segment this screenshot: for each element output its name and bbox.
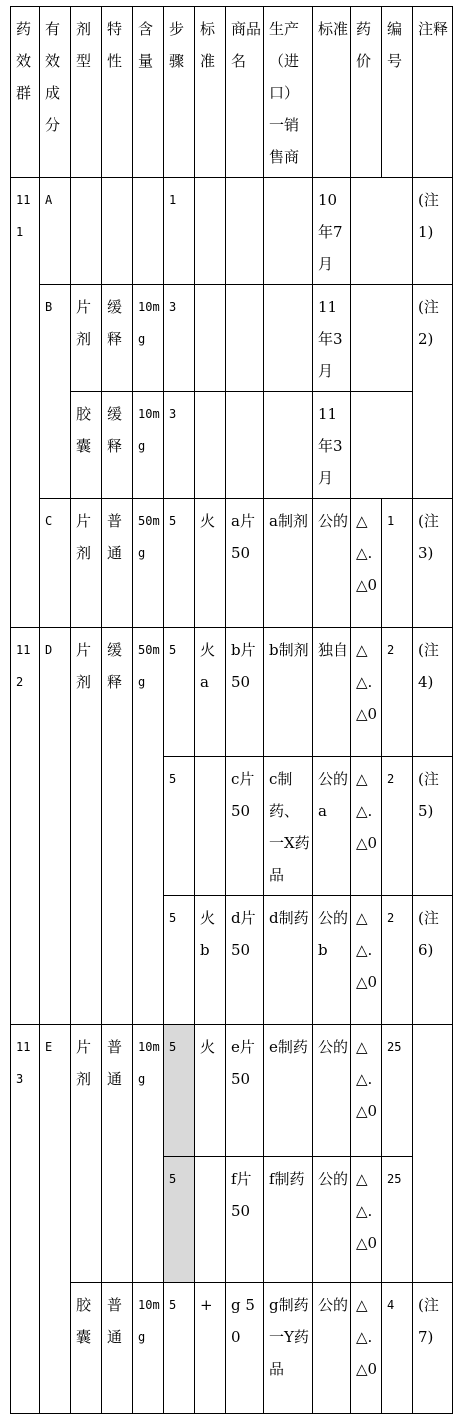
standard-cell: 火b [195, 896, 226, 1025]
property-cell: 缓释 [102, 285, 133, 392]
maker-cell: d制药 [264, 896, 313, 1025]
price-cell [351, 392, 382, 499]
content-cell: 10mg [133, 285, 164, 392]
note-cell: (注1) [413, 178, 453, 285]
step-cell: 5 [164, 628, 195, 757]
header-cell: 含量 [133, 7, 164, 178]
header-cell: 药价 [351, 7, 382, 178]
price-cell: △△.△0 [351, 1157, 382, 1283]
form-cell: 片剂 [71, 628, 102, 1025]
price-cell: △△.△0 [351, 1283, 382, 1414]
form-cell: 胶囊 [71, 1283, 102, 1414]
standard2-cell: 公的 [313, 499, 351, 628]
maker-cell [264, 178, 313, 285]
code-cell [382, 392, 413, 499]
step-cell: 5 [164, 757, 195, 896]
note-cell: (注2) [413, 285, 453, 499]
header-cell: 编号 [382, 7, 413, 178]
maker-cell: e制药 [264, 1025, 313, 1157]
step-cell: 5 [164, 1157, 195, 1283]
standard-cell [195, 285, 226, 392]
code-cell: 4 [382, 1283, 413, 1414]
standard2-cell: 公的 [313, 1283, 351, 1414]
ingredient-cell: C [40, 499, 71, 628]
header-cell: 剂型 [71, 7, 102, 178]
code-cell: 2 [382, 896, 413, 1025]
step-cell: 5 [164, 1283, 195, 1414]
standard-cell [195, 392, 226, 499]
table-row [11, 178, 453, 285]
table-row [11, 1025, 453, 1157]
price-cell: △△.△0 [351, 1025, 382, 1157]
form-cell [71, 178, 102, 285]
price-cell: △△.△0 [351, 628, 382, 757]
standard2-cell: 公的b [313, 896, 351, 1025]
step-cell: 5 [164, 896, 195, 1025]
code-cell: 25 [382, 1025, 413, 1157]
standard-cell: 火a [195, 628, 226, 757]
note-cell: (注5) [413, 757, 453, 896]
step-cell: 5 [164, 499, 195, 628]
table-row [11, 499, 453, 628]
property-cell: 普通 [102, 1025, 133, 1283]
content-cell: 10mg [133, 1283, 164, 1414]
price-cell: △△.△0 [351, 896, 382, 1025]
step-cell: 3 [164, 392, 195, 499]
property-cell: 缓释 [102, 392, 133, 499]
ingredient-cell: D [40, 628, 71, 1025]
drug-table [10, 6, 453, 1414]
content-cell: 10mg [133, 1025, 164, 1283]
content-cell [133, 178, 164, 285]
brand-cell: b片50 [226, 628, 264, 757]
step-cell: 1 [164, 178, 195, 285]
brand-cell: a片50 [226, 499, 264, 628]
ingredient-cell: E [40, 1025, 71, 1414]
note-cell: (注7) [413, 1283, 453, 1414]
brand-cell: f片50 [226, 1157, 264, 1283]
group-cell: 113 [11, 1025, 40, 1414]
note-cell [413, 1025, 453, 1283]
table-row [11, 285, 453, 392]
brand-cell [226, 285, 264, 392]
note-cell: (注4) [413, 628, 453, 757]
code-cell: 2 [382, 757, 413, 896]
brand-cell: e片50 [226, 1025, 264, 1157]
note-cell: (注6) [413, 896, 453, 1025]
standard-cell: + [195, 1283, 226, 1414]
header-cell: 药效群 [11, 7, 40, 178]
maker-cell: f制药 [264, 1157, 313, 1283]
price-cell: △△.△0 [351, 499, 382, 628]
standard-cell [195, 757, 226, 896]
table-row [11, 1283, 453, 1414]
standard2-cell: 11年3月 [313, 285, 351, 392]
price-cell: △△.△0 [351, 757, 382, 896]
maker-cell [264, 392, 313, 499]
ingredient-cell: A [40, 178, 71, 285]
maker-cell [264, 285, 313, 392]
header-cell: 生产（进口）一销售商 [264, 7, 313, 178]
code-cell: 2 [382, 628, 413, 757]
price-cell [351, 285, 382, 392]
standard-cell [195, 178, 226, 285]
property-cell: 普通 [102, 1283, 133, 1414]
brand-cell [226, 178, 264, 285]
brand-cell: c片50 [226, 757, 264, 896]
step-cell: 3 [164, 285, 195, 392]
form-cell: 片剂 [71, 1025, 102, 1283]
code-cell: 1 [382, 499, 413, 628]
standard-cell: 火 [195, 499, 226, 628]
header-cell: 步骤 [164, 7, 195, 178]
form-cell: 片剂 [71, 499, 102, 628]
price-cell [351, 178, 382, 285]
header-cell: 标准 [313, 7, 351, 178]
content-cell: 10mg [133, 392, 164, 499]
maker-cell: c制药、一X药品 [264, 757, 313, 896]
code-cell: 25 [382, 1157, 413, 1283]
header-cell: 标准 [195, 7, 226, 178]
step-cell: 5 [164, 1025, 195, 1157]
maker-cell: b制剂 [264, 628, 313, 757]
standard2-cell: 独自 [313, 628, 351, 757]
group-cell: 111 [11, 178, 40, 628]
header-cell: 注释 [413, 7, 453, 178]
header-row [11, 7, 453, 178]
code-cell [382, 178, 413, 285]
header-cell: 有效成分 [40, 7, 71, 178]
standard2-cell: 公的a [313, 757, 351, 896]
maker-cell: a制剂 [264, 499, 313, 628]
note-cell: (注3) [413, 499, 453, 628]
standard2-cell: 10年7月 [313, 178, 351, 285]
brand-cell: g 50 [226, 1283, 264, 1414]
content-cell: 50mg [133, 499, 164, 628]
form-cell: 片剂 [71, 285, 102, 392]
maker-cell: g制药一Y药品 [264, 1283, 313, 1414]
brand-cell: d片50 [226, 896, 264, 1025]
standard-cell [195, 1157, 226, 1283]
standard2-cell: 公的 [313, 1157, 351, 1283]
form-cell: 胶囊 [71, 392, 102, 499]
code-cell [382, 285, 413, 392]
standard-cell: 火 [195, 1025, 226, 1157]
group-cell: 112 [11, 628, 40, 1025]
property-cell: 普通 [102, 499, 133, 628]
brand-cell [226, 392, 264, 499]
property-cell: 缓释 [102, 628, 133, 1025]
header-cell: 商品名 [226, 7, 264, 178]
table-row [11, 392, 453, 499]
ingredient-cell: B [40, 285, 71, 499]
header-cell: 特性 [102, 7, 133, 178]
content-cell: 50mg [133, 628, 164, 1025]
standard2-cell: 11年3月 [313, 392, 351, 499]
property-cell [102, 178, 133, 285]
table-row [11, 628, 453, 757]
standard2-cell: 公的 [313, 1025, 351, 1157]
